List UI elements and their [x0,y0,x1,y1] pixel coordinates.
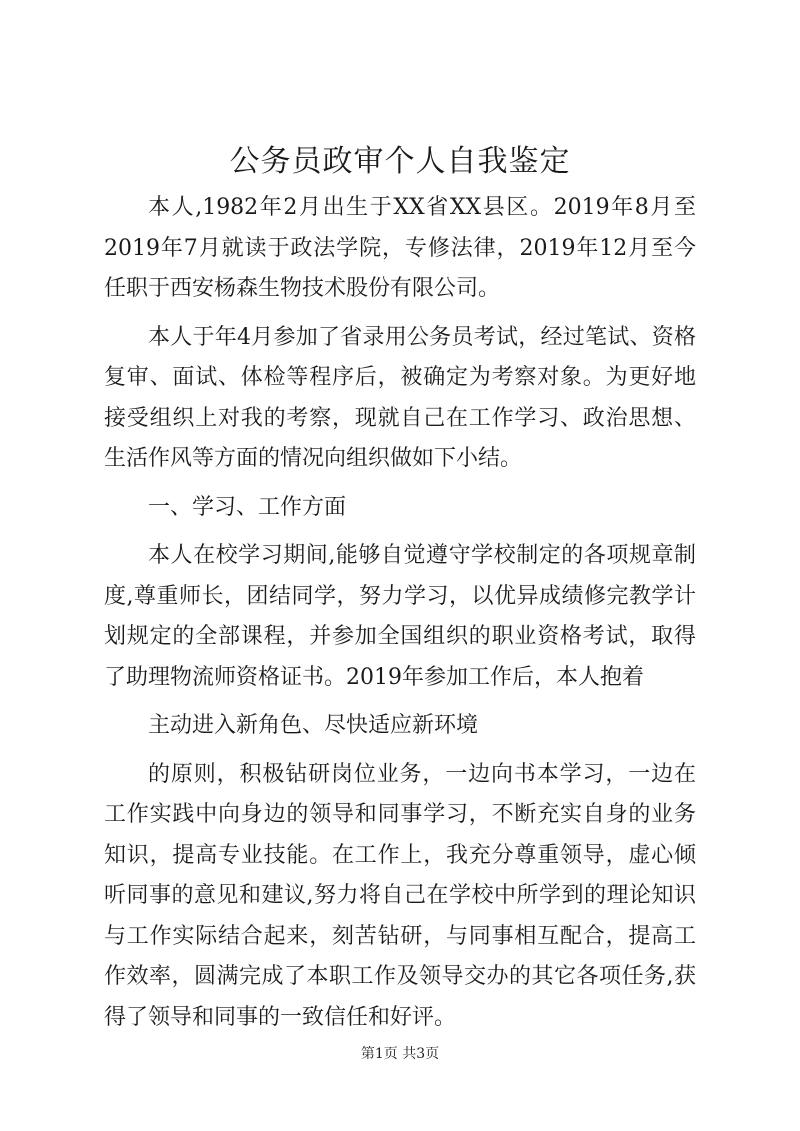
document-body [104,188,696,1046]
page-title: 公务员政审个人自我鉴定 [229,144,571,179]
paragraph-exam-summary: 本人于年4月参加了省录用公务员考试，经过笔试、资格复审、面试、体检等程序后，被确定为考察对象。为更好地接受组织上对我的考察，现就自己在工作学习、政治思想、生活作风等方面的情况向组织做如下小结。 [104,324,696,471]
paragraph-personal-info: 本人,1982年2月出生于XX省XX县区。2019年8月至2019年7月就读于政法学院，专修法律，2019年12月至今任职于西安杨森生物技术股份有限公司。 [104,195,696,301]
section-heading-study-work: 一、学习、工作方面 [148,494,347,520]
page-footer: 第1页 共3页 [360,1046,440,1062]
paragraph-work: 的原则，积极钻研岗位业务，一边向书本学习，一边在工作实践中向身边的领导和同事学习，不断充实自身的业务知识，提高专业技能。在工作上，我充分尊重领导，虚心倾听同事的意见和建议,努力将自己在学校中所学到的理论知识与工作实际结合起来，刻苦钻研，与同事相互配合，提高工作效率，圆满完成了本职工作及领导交办的其它各项任务,获得了领导和同事的一致信任和好评。 [104,761,696,1030]
paragraph-study: 本人在校学习期间,能够自觉遵守学校制定的各项规章制度,尊重师长，团结同学，努力学习，以优异成绩修完教学计划规定的全部课程，并参加全国组织的职业资格考试，取得了助理物流师资格证书。2019年参加工作后，本人抱着 [104,543,696,690]
paragraph-quote-line: 主动进入新角色、尽快适应新环境 [148,713,479,738]
